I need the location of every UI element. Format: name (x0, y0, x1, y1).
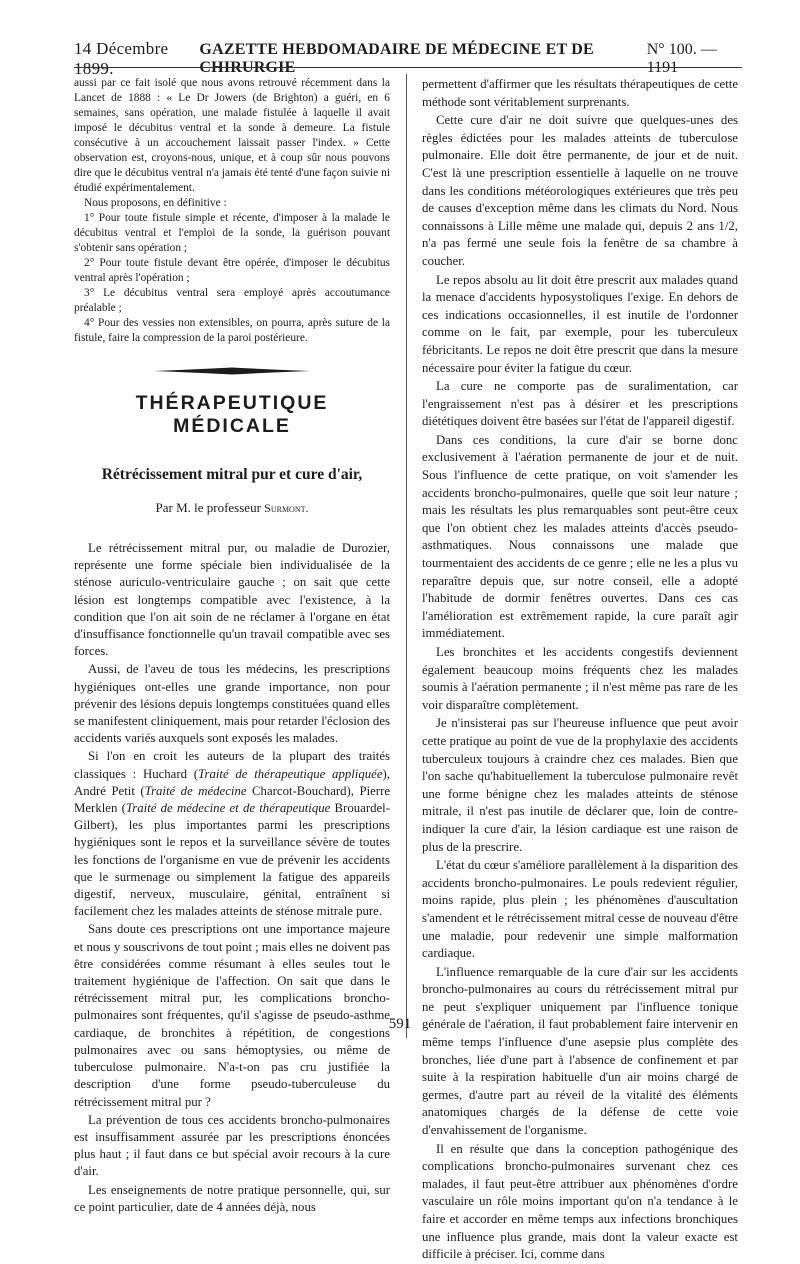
paragraph: Dans ces conditions, la cure d'air se borne donc exclusivement à l'aération permanente de jour et de nuit. Sous l'influence de cette pratique, on voit s'amender les accidents broncho-pulmonaires, quelle que soit leur nature ; mais les résultats les plus remarquables sont peut-être ceux que l'on obtient chez les malades atteints d'accès pseudo-asthmatiques. Nous connaissons une malade que tourmentaient des accidents de ce genre ; elle ne les a plus vu reparaître depuis que, sur notre conseil, elle a adopté l'habitude de dormir fenêtres ouvertes. Dans ces cas l'amélioration est extrêmement rapide, la cure paraît agir immédiatement. (422, 432, 738, 641)
paragraph: 3° Le décubitus ventral sera employé après accoutumance préalable ; (74, 287, 390, 314)
paragraph: Le repos absolu au lit doit être prescrit aux malades quand la menace d'accidents hyposystoliques l'exige. En dehors de ces indications occasionnelles, il est inutile de l'ordonner comme on le fait, par exemple, pour les tuberculeux fébricitants. Le repos ne doit être prescrit que dans la mesure nécessaire pour éviter la fatigue du cœur. (422, 272, 738, 375)
paragraph: 2° Pour toute fistule devant être opérée, d'imposer le décubitus ventral après l'opération ; (74, 257, 390, 284)
paragraph: Cette cure d'air ne doit suivre que quelques-unes des règles édictées pour les malades atteints de tuberculose pulmonaire. Elle doit être permanente, de jour et de nuit. C'est là une prescription essentielle à laquelle on ne trouve dans les conditions météorologiques extérieures que très peu de causes d'exception même dans les climats du Nord. Nous connaissons à Lille même une malade qui, depuis 2 ans 1/2, n'a pas fermé une seule fois la fenêtre de sa chambre à coucher. (422, 113, 738, 268)
paragraph: permettent d'affirmer que les résultats thérapeutiques de cette méthode sont véritablement surprenants. (422, 77, 738, 109)
running-header (74, 39, 742, 78)
section-title: THÉRAPEUTIQUE MÉDICALE (135, 392, 329, 437)
paragraph: Je n'insisterai pas sur l'heureuse influence que peut avoir cette pratique au point de vue de la prophylaxie des accidents tuberculeux toujours à craindre chez ces malades. Bien que l'on sache qu'habituellement la tuberculose pulmonaire revêt une forme bénigne chez les malades atteints de sténose mitrale, il n'est pas inutile de déclarer que, loin de contre-indiquer la cure d'air, la lésion cardiaque est une raison de plus de la prescrire. (422, 716, 738, 854)
paragraph: Sans doute ces prescriptions ont une importance majeure et nous y souscrivons de tout point ; mais elles ne doivent pas être considérées comme résumant à elles seules tout le traitement hygiénique de l'affection. On sait que dans le rétrécissement mitral pur, les complications broncho-pulmonaires sont fréquentes, qu'il s'agisse de pseudo-asthme cardiaque, de bronchites à répétition, de congestions pulmonaires avec ou sans hémoptysies, ou même de tuberculose pulmonaire. N'a-t-on pas cru justifiée la description d'une forme pseudo-tuberculeuse du rétrécissement mitral pur ? (74, 922, 390, 1109)
paragraph: 1° Pour toute fistule simple et récente, d'imposer à la malade le décubitus ventral et l'emploi de la sonde, la guérison pouvant s'obtenir sans opération ; (74, 212, 390, 254)
article-title: Rétrécissement mitral pur et cure d'air, (101, 466, 363, 483)
paragraph: Le rétrécissement mitral pur, ou maladie de Durozier, représente une forme spéciale bien individualisée de la sténose auriculo-ventriculaire gauche ; on sait que cette lésion est longtemps compatible avec l'existence, à la condition que l'on ait soin de ne réclamer à l'organe en état d'insuffisance fonctionnelle qu'un travail compatible avec ses forces. (74, 541, 390, 659)
paragraph: Les enseignements de notre pratique personnelle, qui, sur ce point particulier, date de 4 années déjà, nous (74, 1182, 390, 1214)
paragraph: aussi par ce fait isolé que nous avons retrouvé récemment dans la Lancet de 1888 : « Le Dr Jowers (de Brighton) a guéri, en 6 semaines, sans opération, une malade fistulée à laquelle il avait imposé le décubitus ventral et la sonde à demeure. La fistule consécutive à un accouchement laissait passer l'index. » Cette observation est, croyons-nous, unique, et à coup sûr nous pouvons dire que le décubitus ventral n'a jamais été tenté d'une façon suivie ni étudié expérimentalement. (74, 77, 390, 194)
book-title: Traité de thérapeutique appliquée (198, 766, 383, 781)
paragraph: Aussi, de l'aveu de tous les médecins, les prescriptions hygiéniques ont-elles une grande importance, non pour prévenir des lésions depuis longtemps constituées quand elles se manifestent cliniquement, mais pour retarder l'éclosion des accidents variés auxquels sont exposés les malades. (74, 662, 390, 746)
text-run: Brouardel-Gilbert), les plus importantes parmi les prescriptions hygiéniques sont le repos et la surveillance sévère de toutes les fonctions de l'organisme en vue de prévenir les accidents que le surmenage ou simplement la fatigue des appareils digestif, nerveux, musculaire, génital, entraînent si facilement chez les malades atteints de sténose mitrale pure. (74, 801, 390, 919)
journal-title: GAZETTE HEBDOMADAIRE DE MÉDECINE ET DE CHIRURGIE (199, 41, 594, 76)
paragraph: L'influence remarquable de la cure d'air sur les accidents broncho-pulmonaires au cours du rétrécissement mitral pur ne peut s'expliquer uniquement par l'influence tonique générale de l'aération, il faut probablement faire intervenir en même temps l'influence d'une asepsie plus complète des bronches, liée d'une part à l'absence de confinement et par suite à la respiration habituelle d'un air moins chargé de germes, d'autre part au réveil de la vitalité des éléments anatomiques chargés de la défense de cette voie d'envahissement de l'organisme. (422, 964, 738, 1138)
article-body-left (74, 540, 390, 1216)
paragraph: La prévention de tous ces accidents broncho-pulmonaires est insuffisamment assurée par les prescriptions énoncées plus haut ; il faut dans ce but spécial avoir recours à la cure d'air. (74, 1112, 390, 1179)
book-title: Traité de médecine (144, 783, 247, 798)
byline-prefix: Par M. le professeur (155, 500, 261, 515)
ornament-rule (152, 366, 312, 376)
header-date: 14 Décembre 1899. (74, 39, 169, 78)
paragraph: Les bronchites et les accidents congestifs deviennent également beaucoup moins fréquents chez les malades soumis à l'aération permanente ; il n'est même pas rare de les voir disparaître complètement. (422, 645, 738, 712)
paragraph: La cure ne comporte pas de suralimentation, car l'engraissement n'est pas à désirer et les prescriptions diététiques doivent être basées sur l'état de l'appareil digestif. (422, 379, 738, 429)
page-folio: 591 (388, 1016, 412, 1032)
paragraph (74, 748, 390, 920)
text-run: Si l'on en croit les auteurs de la plupart des traités classiques : Huchard ( (74, 749, 390, 781)
issue-page-number: N° 100. — 1191 (646, 41, 717, 76)
paragraph: Il en résulte que dans la conception pathogénique des complications broncho-pulmonaires survenant chez ces malades, il faut peut-être attribuer aux phénomènes d'ordre vasculaire un rôle moins important qu'on n'a tendance à le faire et accorder en même temps aux infections bronchiques une influence plus grande, mais dont la valeur exacte est difficile à préciser. Ici, comme dans (422, 1141, 738, 1262)
text-run: ), André Petit ( (74, 766, 390, 798)
paragraph: 4° Pour des vessies non extensibles, on pourra, après suture de la fistule, faire la compression de la paroi postérieure. (74, 317, 390, 344)
book-title: Traité de médecine et de thérapeutique (125, 801, 331, 816)
author-name: Surmont. (264, 501, 309, 515)
paragraph: Nous proposons, en définitive : (84, 197, 227, 209)
byline (74, 500, 390, 516)
previous-article-end (74, 76, 390, 346)
right-column (422, 76, 738, 1262)
left-column (74, 76, 391, 1214)
column-divider (406, 74, 407, 1038)
paragraph: L'état du cœur s'améliore parallèlement à la disparition des accidents broncho-pulmonaires. Le pouls redevient régulier, moins rapide, plus plein ; les phénomènes d'auscultation s'amendent et le rétrécissement mitral cesse de nouveau d'être une maladie, pour redevenir une simple malformation cardiaque. (422, 858, 738, 961)
text-run: Charcot-Bouchard), Pierre Merklen ( (74, 783, 391, 816)
header-rule (74, 67, 742, 68)
